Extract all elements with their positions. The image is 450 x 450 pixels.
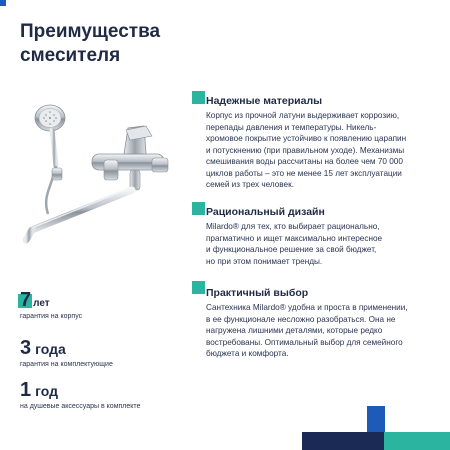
warranty-unit: год [35,383,59,399]
warranty-desc: гарантия на комплектующие [20,361,113,368]
text-line: хромовое покрытие устойчиво к появлению царапин [206,134,407,143]
text-line: и функциональное решение за свой бюджет, [206,245,377,254]
feature-heading: Рациональный дизайн [206,206,325,218]
warranty-number: 1 [20,379,32,401]
text-line: Milardo® для тех, кто выбирает рационально, [206,222,380,231]
text-line: Корпус из прочной латуни выдерживает коррозию, [206,111,400,120]
faucet-image [12,96,192,256]
feature-heading: Надежные материалы [206,95,323,107]
accent-square [192,91,205,104]
accent-square [192,202,205,215]
shower-head [35,105,65,166]
text-line: востребованы. Оптимальный выбор для семейного [206,337,403,347]
feature-text [206,110,440,191]
text-line: нагружена лишними деталями, которые редко [206,326,383,335]
warranty-desc: на душевые аксессуары в комплекте [20,403,141,410]
text-line: Сантехника Milardo® удобна и проста в применении, [206,303,408,312]
title-line-2: смесителя [20,45,121,66]
warranty-desc: гарантия на корпус [20,313,83,320]
text-line: бюджета и комфорта. [206,349,289,358]
text-line: семей из трех человек. [206,180,294,189]
warranty-number: 3 [20,337,32,359]
text-line: смешивания воды рассчитаны на более чем 70 000 [206,157,403,166]
feature-text [206,302,440,360]
warranty-3 [20,338,113,369]
accent-square [192,281,205,294]
feature-text [206,221,440,267]
warranty-number: 7 [20,289,32,311]
text-line: в ее функционале несложно разобраться. Она не [206,314,396,324]
text-line: но при этом понимает тренды. [206,256,323,266]
page-title [20,20,160,68]
title-line-1: Преимущества [20,21,161,42]
feature-practical [192,287,440,360]
deco-blue-block [367,406,385,432]
text-line: прагматично и ищет максимально интересное [206,233,383,243]
feature-materials [192,95,440,191]
warranty-unit: лет [33,298,50,309]
warranty-7 [20,290,82,321]
text-line: циклов работы – это не менее 15 лет эксплуатации [206,168,402,178]
feature-heading: Практичный выбор [206,287,309,299]
corner-decoration [0,0,6,6]
text-line: и потускнению (при правильном уходе). Механизмы [206,145,405,155]
warranty-unit: года [35,341,66,357]
warranty-1 [20,380,140,411]
deco-teal-block [384,432,450,450]
feature-design [192,206,440,267]
deco-dark-bar [302,432,384,450]
text-line: перепады давления и температуры. Никель- [206,122,377,132]
